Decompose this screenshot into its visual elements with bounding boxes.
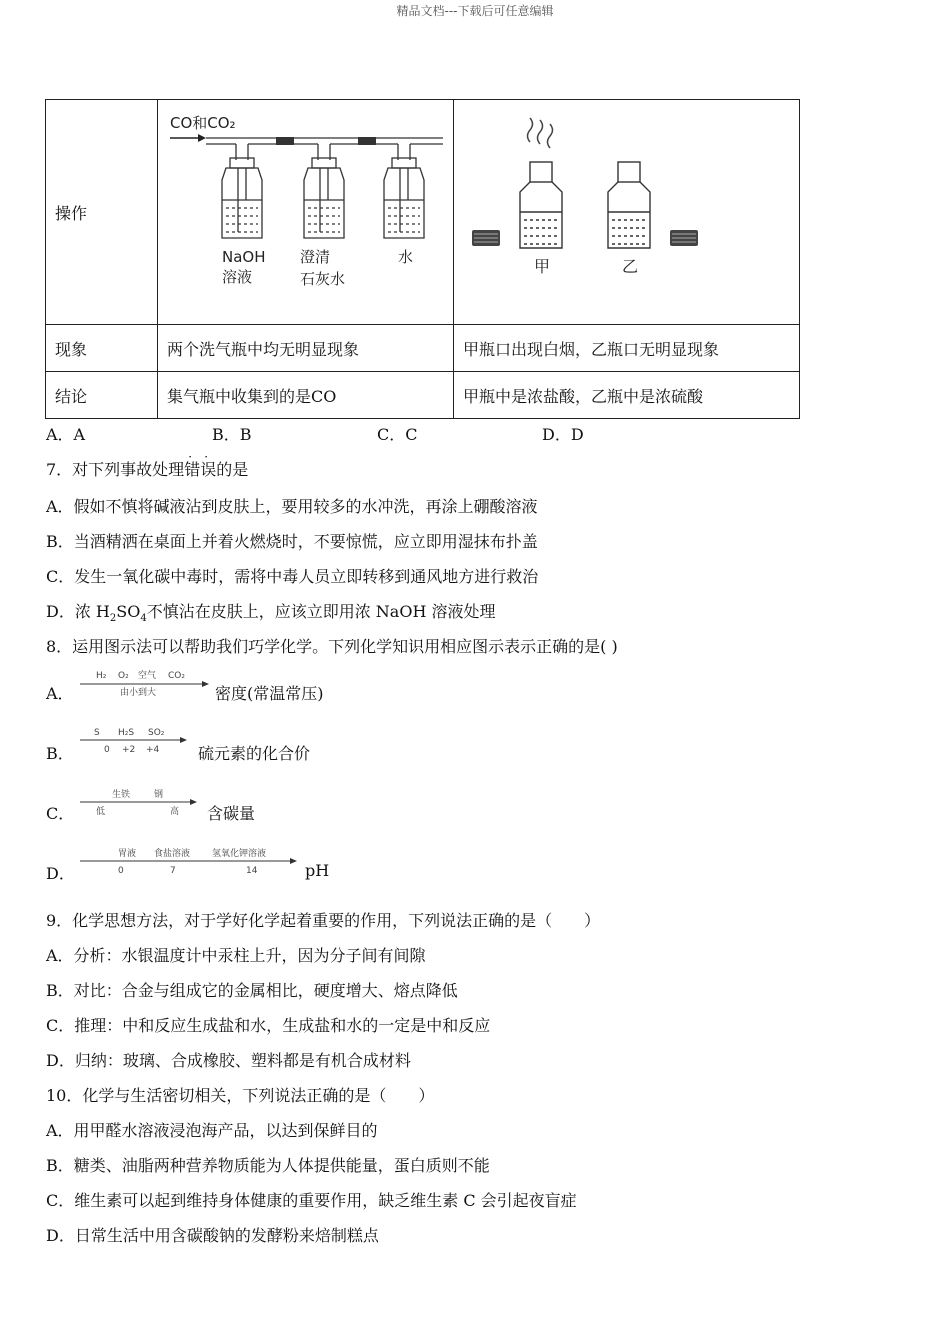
q8-c-item-2: 钢 bbox=[154, 790, 164, 800]
bottle-3-label: 水 bbox=[398, 248, 414, 266]
q8-b-item-3: SO₂ bbox=[148, 728, 165, 738]
q8-c-caption: 含碳量 bbox=[207, 804, 256, 823]
q6-option-c[interactable]: C．C bbox=[377, 425, 418, 444]
q8-a-under: 由小到大 bbox=[120, 688, 157, 698]
q7-option-b[interactable]: B．当酒精洒在桌面上并着火燃烧时，不要惊慌，应立即用湿抹布扑盖 bbox=[46, 532, 538, 551]
bottle-3 bbox=[384, 158, 424, 238]
phenomenon-left: 两个洗气瓶中均无明显现象 bbox=[158, 325, 454, 372]
q8-d-under-3: 14 bbox=[246, 866, 258, 876]
q8-a-item-2: O₂ bbox=[118, 671, 129, 681]
q8-c-item-1: 生铁 bbox=[112, 790, 131, 800]
row-label-conclusion: 结论 bbox=[46, 372, 158, 419]
bottle-1-label-line2: 溶液 bbox=[222, 268, 253, 286]
row-label-operation: 操作 bbox=[46, 100, 158, 325]
q6-option-b[interactable]: B．B bbox=[212, 425, 252, 444]
conclusion-right: 甲瓶中是浓盐酸，乙瓶中是浓硫酸 bbox=[454, 372, 800, 419]
bottle-2 bbox=[304, 158, 344, 238]
bottle-2-label-line2: 石灰水 bbox=[300, 270, 346, 288]
q8-d-diagram bbox=[76, 844, 306, 880]
row-label-phenomenon: 现象 bbox=[46, 325, 158, 372]
q8-a-caption: 密度(常温常压) bbox=[215, 684, 324, 703]
q7-option-d[interactable]: D．浓 $H_2SO_4$不慎沾在皮肤上，应该立即用浓 NaOH 溶液处理 bbox=[46, 602, 496, 625]
q10-option-c[interactable]: C．维生素可以起到维持身体健康的重要作用，缺乏维生素 C 会引起夜盲症 bbox=[46, 1191, 577, 1210]
bottle-jia bbox=[520, 162, 562, 248]
q8-a-item-3: 空气 bbox=[138, 671, 157, 681]
q8-d-item-3: 氢氧化钾溶液 bbox=[212, 849, 267, 859]
q7-emphasis: 错误 · · bbox=[184, 450, 217, 479]
experiment-table bbox=[45, 99, 800, 419]
bottle-2-label-line1: 澄清 bbox=[300, 248, 331, 266]
q6-option-a[interactable]: A．A bbox=[46, 425, 86, 444]
bottle-jia-label: 甲 bbox=[534, 257, 551, 276]
q8-c-under-2: 高 bbox=[170, 807, 180, 817]
q8-a-diagram bbox=[76, 664, 216, 700]
gas-label: CO和CO₂ bbox=[170, 114, 236, 132]
q8-option-c-label[interactable]: C． bbox=[46, 804, 75, 823]
q10-stem: 10．化学与生活密切相关，下列说法正确的是（ ） bbox=[46, 1086, 435, 1105]
q7-stem: 7．对下列事故处理错误 · · 的是 bbox=[46, 450, 249, 479]
conclusion-left: 集气瓶中收集到的是CO bbox=[158, 372, 454, 419]
q8-b-under-1: 0 bbox=[104, 745, 110, 755]
bottle-1-label-line1: NaOH bbox=[222, 248, 266, 266]
q8-d-item-2: 食盐溶液 bbox=[154, 849, 191, 859]
q8-option-b-label[interactable]: B． bbox=[46, 744, 74, 763]
bottle-yi bbox=[608, 162, 650, 248]
gas-washing-diagram bbox=[158, 100, 452, 320]
q8-option-d-label[interactable]: D． bbox=[46, 864, 75, 883]
q9-option-b[interactable]: B．对比：合金与组成它的金属相比，硬度增大、熔点降低 bbox=[46, 981, 458, 1000]
q8-option-a-label[interactable]: A． bbox=[46, 684, 74, 703]
q8-b-under-3: +4 bbox=[146, 745, 160, 755]
q8-b-under-2: +2 bbox=[122, 745, 136, 755]
q8-c-under-1: 低 bbox=[96, 807, 106, 817]
q10-option-b[interactable]: B．糖类、油脂两种营养物质能为人体提供能量，蛋白质则不能 bbox=[46, 1156, 490, 1175]
q10-option-a[interactable]: A．用甲醛水溶液浸泡海产品，以达到保鲜目的 bbox=[46, 1121, 378, 1140]
q8-a-item-1: H₂ bbox=[96, 671, 107, 681]
q9-option-d[interactable]: D．归纳：玻璃、合成橡胶、塑料都是有机合成材料 bbox=[46, 1051, 411, 1070]
glass-rod-left-icon bbox=[472, 230, 500, 246]
q8-b-caption: 硫元素的化合价 bbox=[198, 744, 311, 763]
q8-b-item-2: H₂S bbox=[118, 728, 135, 738]
q10-option-d[interactable]: D．日常生活中用含碳酸钠的发酵粉来焙制糕点 bbox=[46, 1226, 379, 1245]
acid-bottles-diagram bbox=[454, 100, 798, 320]
q8-b-diagram bbox=[76, 724, 196, 760]
q8-d-caption: pH bbox=[305, 861, 330, 880]
glass-rod-right-icon bbox=[670, 230, 698, 246]
phenomenon-right: 甲瓶口出现白烟，乙瓶口无明显现象 bbox=[454, 325, 800, 372]
q6-option-d[interactable]: D．D bbox=[542, 425, 584, 444]
q7-option-a[interactable]: A．假如不慎将碱液沾到皮肤上，要用较多的水冲洗，再涂上硼酸溶液 bbox=[46, 497, 538, 516]
q8-stem: 8．运用图示法可以帮助我们巧学化学。下列化学知识用相应图示表示正确的是( ) bbox=[46, 637, 618, 656]
q9-option-c[interactable]: C．推理：中和反应生成盐和水，生成盐和水的一定是中和反应 bbox=[46, 1016, 491, 1035]
q8-b-item-1: S bbox=[94, 728, 100, 738]
q8-c-diagram bbox=[76, 784, 206, 820]
q9-stem: 9．化学思想方法，对于学好化学起着重要的作用，下列说法正确的是（ ） bbox=[46, 911, 601, 930]
bottle-1 bbox=[222, 158, 262, 238]
q8-d-under-1: 0 bbox=[118, 866, 124, 876]
q7-option-c[interactable]: C．发生一氧化碳中毒时，需将中毒人员立即转移到通风地方进行救治 bbox=[46, 567, 539, 586]
q8-d-item-1: 胃液 bbox=[118, 849, 137, 859]
q8-d-under-2: 7 bbox=[170, 866, 176, 876]
page-header: 精品文档---下载后可任意编辑 bbox=[396, 4, 554, 18]
q8-a-item-4: CO₂ bbox=[168, 671, 185, 681]
q9-option-a[interactable]: A．分析：水银温度计中汞柱上升，因为分子间有间隙 bbox=[46, 946, 426, 965]
bottle-yi-label: 乙 bbox=[622, 257, 639, 276]
fume-icon bbox=[528, 118, 553, 148]
